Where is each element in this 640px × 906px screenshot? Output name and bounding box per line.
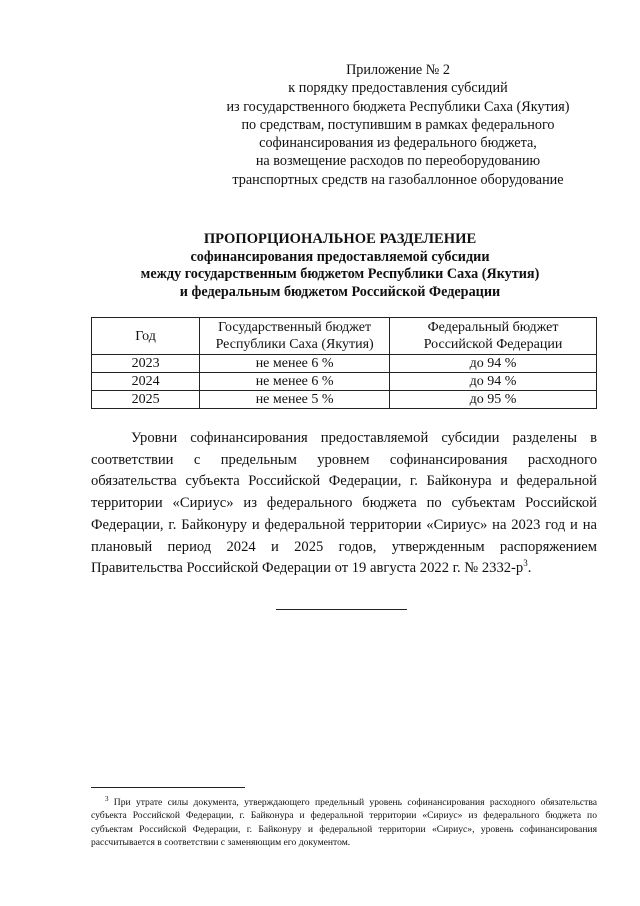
cell-federal-share: до 95 % [390,391,597,409]
appendix-line: софинансирования из федерального бюджета, [259,135,537,152]
document-title [60,231,620,301]
cofinancing-table [91,317,597,409]
header-state-line: Государственный бюджет [218,320,372,335]
header-federal-line: Российской Федерации [423,337,563,352]
cell-federal-share: до 94 % [390,355,597,373]
title-subline: между государственным бюджетом Республики Саха (Якутия) [140,266,540,282]
appendix-line: из государственного бюджета Республики Саха (Якутия) [226,98,570,115]
footnote [91,796,597,849]
title-subline: софинансирования предоставляемой субсидии [190,248,490,265]
appendix-line: транспортных средств на газобаллонное оборудование [232,171,564,188]
footnote-reference[interactable]: 3 [523,558,528,569]
header-year: Год [92,318,200,355]
title-main: ПРОПОРЦИОНАЛЬНОЕ РАЗДЕЛЕНИЕ [203,231,477,247]
table-row [92,373,597,391]
header-federal-budget [390,318,597,355]
section-divider [276,609,407,610]
appendix-line: Приложение № 2 [346,62,450,78]
header-state-line: Республики Саха (Якутия) [215,337,374,352]
cell-state-share: не менее 6 % [200,355,390,373]
footnote-text: При утрате силы документа, утверждающего предельный уровень софинансирования расходного обязательства субъекта Российской Федерации, г. Байконура и федеральной территории «Сириус» из федерального бюджета по субъектам Российской Федерации, г. Байконуру и федеральной территории «Сириус», уровень софинансирования рассчитывается в соответствии с заменяющим его документом. [91,797,597,848]
body-text: Уровни софинансирования предоставляемой субсидии разделены в соответствии с предельным уровнем софинансирования расходного обязательства субъекта Российской Федерации, г. Байконура и федеральной территории «Сириус» из федерального бюджета по субъектам Российской Федерации, г. Байконуру и федеральной территории «Сириус» на 2023 год и на плановый период 2024 и 2025 годов, утвержденным распоряжением Правительства Российской Федерации от 19 августа 2022 г. № 2332-р [91,430,597,577]
cell-federal-share: до 94 % [390,373,597,391]
table-row [92,391,597,409]
cell-year: 2025 [92,391,200,409]
header-federal-line: Федеральный бюджет [427,320,559,335]
header-state-budget [200,318,390,355]
footnote-marker: 3 [105,794,109,803]
cell-year: 2023 [92,355,200,373]
title-subline: и федеральным бюджетом Российской Федерации [179,283,501,300]
table-header-row [92,318,597,355]
cell-state-share: не менее 5 % [200,391,390,409]
appendix-line: к порядку предоставления субсидий [288,80,508,97]
appendix-line: на возмещение расходов по переоборудованию [255,153,541,170]
cell-year: 2024 [92,373,200,391]
cell-state-share: не менее 6 % [200,373,390,391]
footnote-separator [91,787,245,788]
table-row [92,355,597,373]
appendix-line: по средствам, поступившим в рамках федерального [241,116,555,133]
body-paragraph: Уровни софинансирования предоставляемой субсидии разделены в соответствии с предельным уровнем софинансирования расходного обязательства субъекта Российской Федерации, г. Байконура и федеральной территории «Сириус» из федерального бюджета по субъектам Российской Федерации, г. Байконуру и федеральной территории «Сириус» на 2023 год и на плановый период 2024 и 2025 годов, утвержденным распоряжением Правительства Российской Федерации от 19 августа 2022 г. № $2332-р^3$. [91,430,597,577]
appendix-header [200,61,596,189]
